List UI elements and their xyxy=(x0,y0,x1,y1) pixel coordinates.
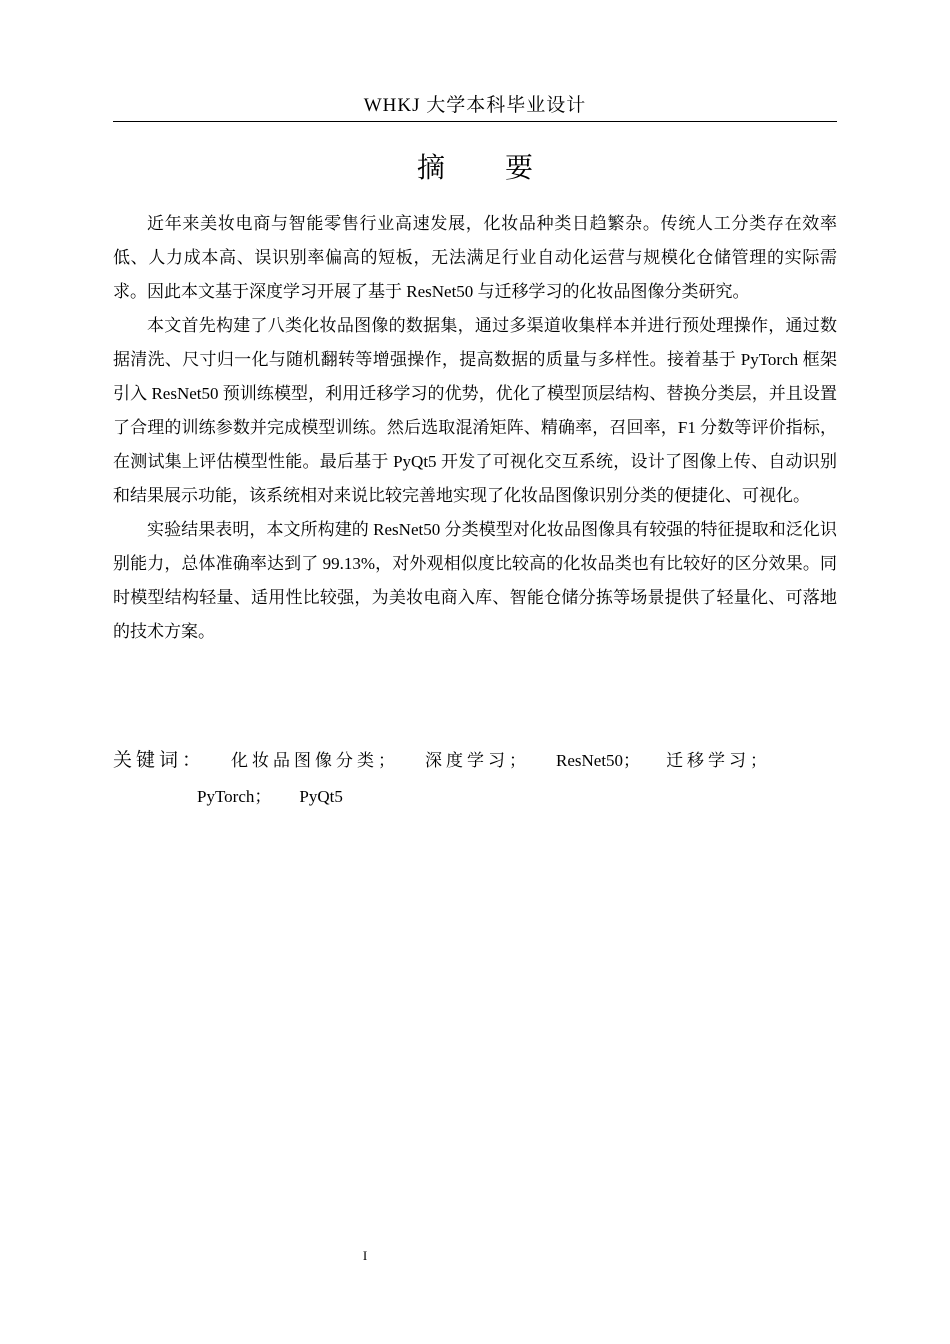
keyword-item: ResNet50； xyxy=(556,751,641,770)
abstract-paragraph-2: 本文首先构建了八类化妆品图像的数据集，通过多渠道收集样本并进行预处理操作，通过数据清洗、尺寸归一化与随机翻转等增强操作，提高数据的质量与多样性。接着基于 PyTorch 框架引入 ResNet50 预训练模型，利用迁移学习的优势，优化了模型顶层结构、替换分类层，并且设置了合理的训练参数并完成模型训练。然后选取混淆矩阵、精确率，召回率，F1 分数等评价指标，在测试集上评估模型性能。最后基于 PyQt5 开发了可视化交互系统，设计了图像上传、自动识别和结果展示功能，该系统相对来说比较完善地实现了化妆品图像识别分类的便捷化、可视化。 xyxy=(113,316,837,505)
page-number: I xyxy=(362,1248,368,1263)
keywords-label: 关键词： xyxy=(113,749,206,771)
keywords-line-2 xyxy=(113,779,837,815)
abstract-paragraph-1: 近年来美妆电商与智能零售行业高速发展，化妆品种类日趋繁杂。传统人工分类存在效率低、人力成本高、误识别率偏高的短板，无法满足行业自动化运营与规模化仓储管理的实际需求。因此本文基于深度学习开展了基于 ResNet50 与迁移学习的化妆品图像分类研究。 xyxy=(113,214,837,301)
keyword-item: PyQt5 xyxy=(299,787,343,806)
keywords-line-1 xyxy=(113,742,837,779)
abstract-paragraph-3: 实验结果表明，本文所构建的 ResNet50 分类模型对化妆品图像具有较强的特征提取和泛化识别能力，总体准确率达到了 99.13%，对外观相似度比较高的化妆品类也有比较好的区分效果。同时模型结构轻量、适用性比较强，为美妆电商入库、智能仓储分拣等场景提供了轻量化、可落地的技术方案。 xyxy=(113,520,837,641)
abstract-body xyxy=(113,207,837,649)
keyword-item: 化妆品图像分类； xyxy=(231,751,400,770)
keyword-item: PyTorch； xyxy=(197,787,272,806)
header-divider xyxy=(113,121,837,122)
abstract-title: 摘要 xyxy=(416,151,593,184)
keyword-item: 迁移学习； xyxy=(666,751,772,770)
page-header: WHKJ 大学本科毕业设计 xyxy=(363,95,587,116)
keywords-section xyxy=(113,742,837,815)
keyword-item: 深度学习； xyxy=(425,751,531,770)
